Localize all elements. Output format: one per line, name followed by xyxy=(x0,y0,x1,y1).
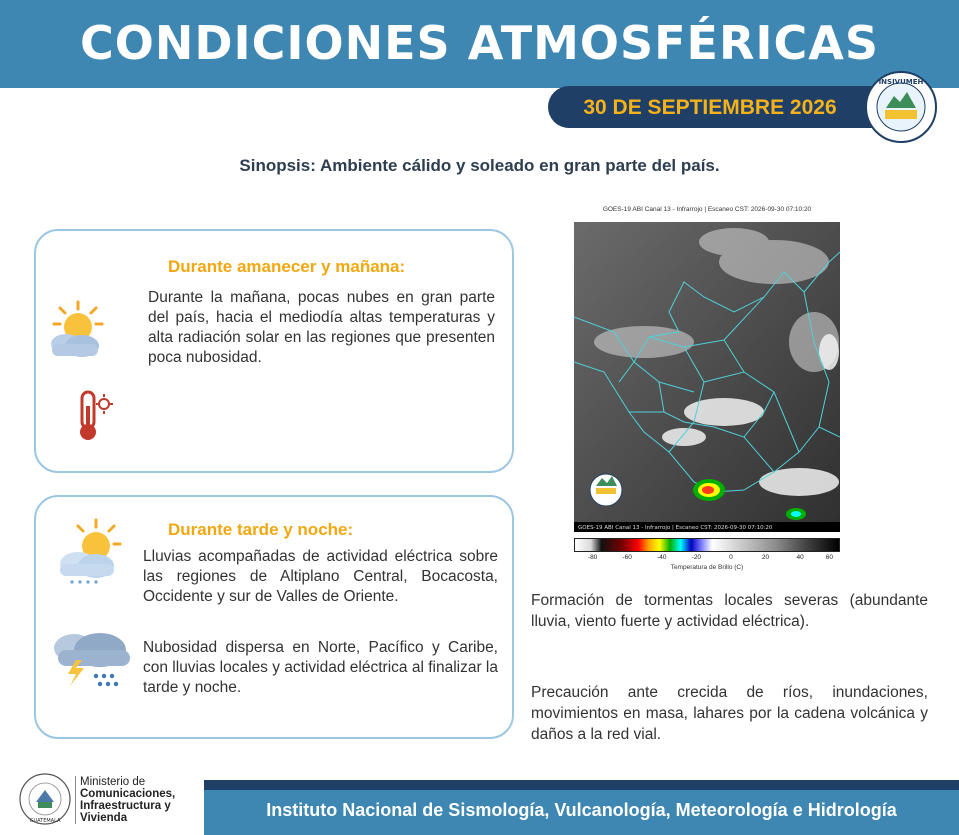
satellite-image xyxy=(574,222,840,532)
ministry-line: Infraestructura y xyxy=(80,800,171,812)
colorbar-ticks xyxy=(574,554,840,564)
institute-name: Instituto Nacional de Sismología, Vulcanología, Meteorología e Hidrología xyxy=(266,800,897,820)
evening-text-1: Lluvias acompañadas de actividad eléctrica sobre las regiones de Altiplano Central, Bocacosta, Occidente y sur de Valles de Oriente. xyxy=(143,548,498,605)
satellite-caption: GOES-19 ABI Canal 13 - Infrarrojo | Escaneo CST: 2026-09-30 07:10:20 xyxy=(602,206,812,213)
colorbar-tick: 60 xyxy=(825,554,833,561)
page-title: CONDICIONES ATMOSFÉRICAS xyxy=(80,16,879,70)
guatemala-seal-logo xyxy=(18,772,72,826)
storm-cloud-icon xyxy=(48,626,134,690)
severe-storms-text: Formación de tormentas locales severas (abundante lluvia, viento fuerte y actividad eléctrica). xyxy=(531,592,928,630)
ministry-divider xyxy=(75,776,76,824)
colorbar-tick: -40 xyxy=(657,554,667,561)
sun-cloud-icon xyxy=(40,300,106,360)
sinopsis-text: Sinopsis: Ambiente cálido y soleado en gran parte del país. xyxy=(239,156,720,175)
morning-text: Durante la mañana, pocas nubes en gran parte del país, hacia el mediodía altas temperaturas y alta radiación solar en las regiones que presenten poca nubosidad. xyxy=(148,289,495,366)
country-label: GUATEMALA xyxy=(29,818,61,824)
date-label: 30 DE SEPTIEMBRE 2026 xyxy=(583,96,837,119)
ministry-line: Ministerio de xyxy=(80,776,146,788)
insivumeh-logo xyxy=(864,70,938,144)
colorbar-tick: 0 xyxy=(729,554,733,561)
satellite-bottom-caption: GOES-19 ABI Canal 13 - Infrarrojo | Escaneo CST: 2026-09-30 07:10:20 xyxy=(578,525,773,531)
colorbar-tick: -20 xyxy=(691,554,702,561)
colorbar-tick: 20 xyxy=(761,554,770,561)
ministry-line: Vivienda xyxy=(80,812,128,824)
logo-text: INSIVUMEH xyxy=(878,78,924,86)
colorbar xyxy=(574,538,840,552)
colorbar-tick: -60 xyxy=(622,554,632,561)
thermometer-sun-icon xyxy=(72,388,114,444)
morning-title: Durante amanecer y mañana: xyxy=(168,257,406,276)
ministry-line: Comunicaciones, xyxy=(80,788,176,800)
footer-stripe xyxy=(204,780,959,790)
colorbar-label: Temperatura de Brillo (C) xyxy=(670,564,744,571)
sun-cloud-rain-icon xyxy=(48,518,124,586)
colorbar-tick: 40 xyxy=(796,554,804,561)
evening-text-2: Nubosidad dispersa en Norte, Pacífico y Caribe, con lluvias locales y actividad eléctrica al finalizar la tarde y noche. xyxy=(143,639,498,696)
precaution-text: Precaución ante crecida de ríos, inundaciones, movimientos en masa, lahares por la cadena volcánica y daños a la red vial. xyxy=(531,684,928,743)
evening-title: Durante tarde y noche: xyxy=(168,520,354,539)
colorbar-tick: -80 xyxy=(587,554,598,561)
